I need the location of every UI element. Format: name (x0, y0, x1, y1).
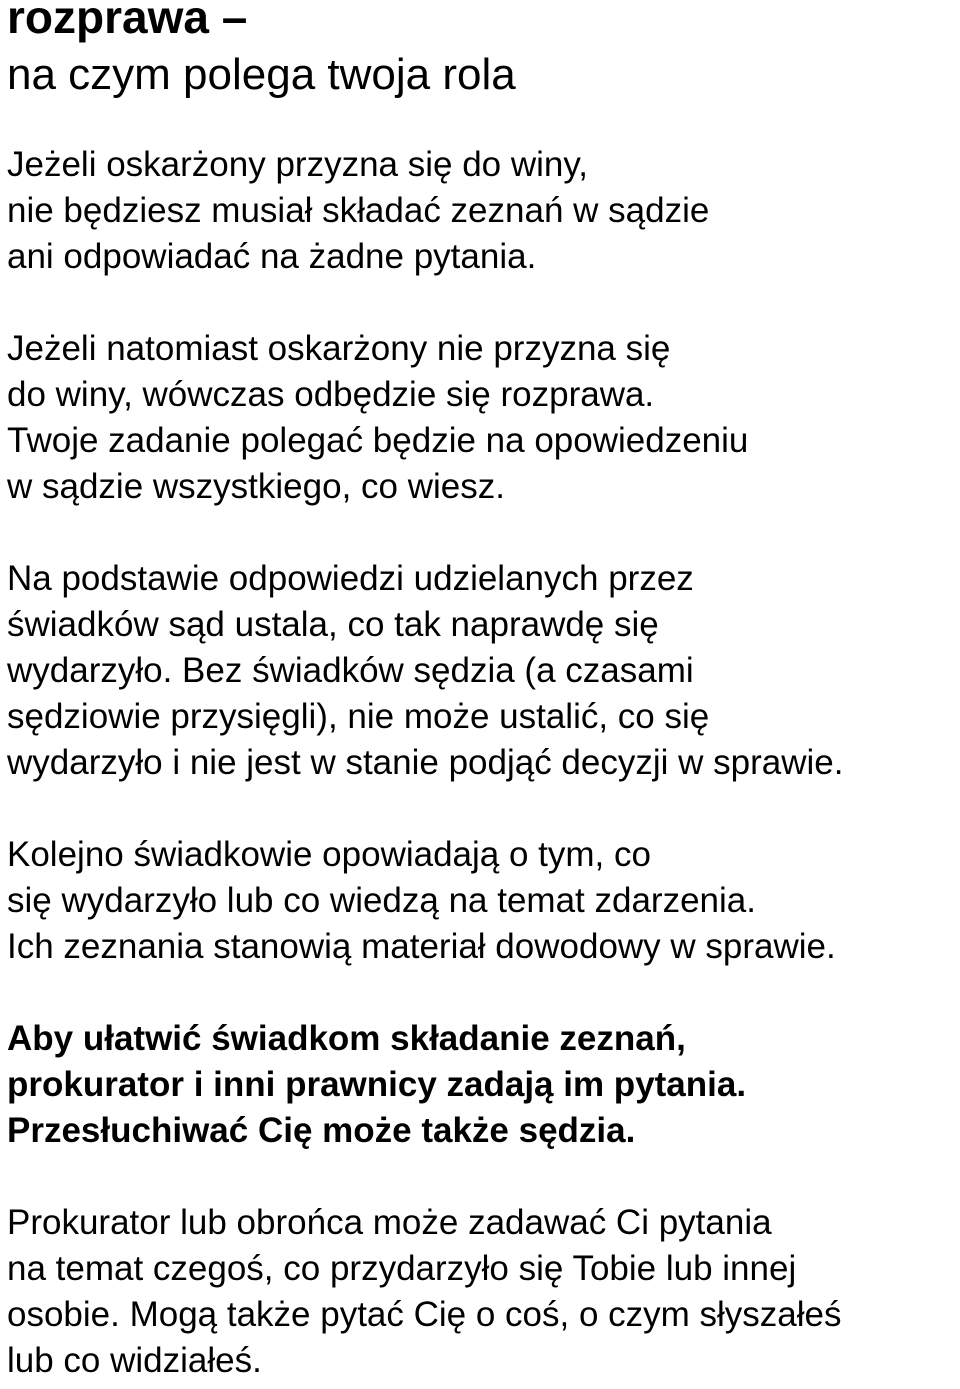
text-line: ani odpowiadać na żadne pytania. (7, 237, 537, 276)
text-line: wydarzyło. Bez świadków sędzia (a czasami (7, 651, 694, 690)
text-line: nie będziesz musiał składać zeznań w sądzie (7, 191, 710, 230)
text-line: Jeżeli natomiast oskarżony nie przyzna się (7, 329, 671, 368)
text-line: sędziowie przysięgli), nie może ustalić, co się (7, 697, 710, 736)
text-line: w sądzie wszystkiego, co wiesz. (7, 467, 505, 506)
text-line: Na podstawie odpowiedzi udzielanych przez (7, 559, 694, 598)
page-title: rozprawa – (7, 0, 248, 43)
text-line: prokurator i inni prawnicy zadają im pytania. (7, 1065, 747, 1104)
text-line: Twoje zadanie polegać będzie na opowiedzeniu (7, 421, 749, 460)
text-line: Przesłuchiwać Cię może także sędzia. (7, 1111, 636, 1150)
text-line: Kolejno świadkowie opowiadają o tym, co (7, 835, 651, 874)
paragraph-trial (7, 326, 957, 510)
text-line: osobie. Mogą także pytać Cię o coś, o czym słyszałeś (7, 1295, 842, 1334)
text-line: lub co widziałeś. (7, 1341, 262, 1380)
text-line: Prokurator lub obrońca może zadawać Ci pytania (7, 1203, 772, 1242)
paragraph-questioning (7, 1016, 957, 1154)
text-line: na temat czegoś, co przydarzyło się Tobie lub innej (7, 1249, 797, 1288)
document-page (7, 0, 957, 1384)
text-line: do winy, wówczas odbędzie się rozprawa. (7, 375, 655, 414)
text-line: Aby ułatwić świadkom składanie zeznań, (7, 1019, 686, 1058)
text-line: wydarzyło i nie jest w stanie podjąć decyzji w sprawie. (7, 743, 844, 782)
paragraph-guilty-plea (7, 142, 957, 280)
paragraph-witness-answers (7, 556, 957, 786)
text-line: się wydarzyło lub co wiedzą na temat zdarzenia. (7, 881, 756, 920)
text-line: świadków sąd ustala, co tak naprawdę się (7, 605, 659, 644)
text-line: Jeżeli oskarżony przyzna się do winy, (7, 145, 588, 184)
text-line: Ich zeznania stanowią materiał dowodowy w sprawie. (7, 927, 836, 966)
paragraph-prosecutor-questions (7, 1200, 957, 1384)
paragraph-testimony (7, 832, 957, 970)
page-subtitle: na czym polega twoja rola (7, 50, 516, 99)
